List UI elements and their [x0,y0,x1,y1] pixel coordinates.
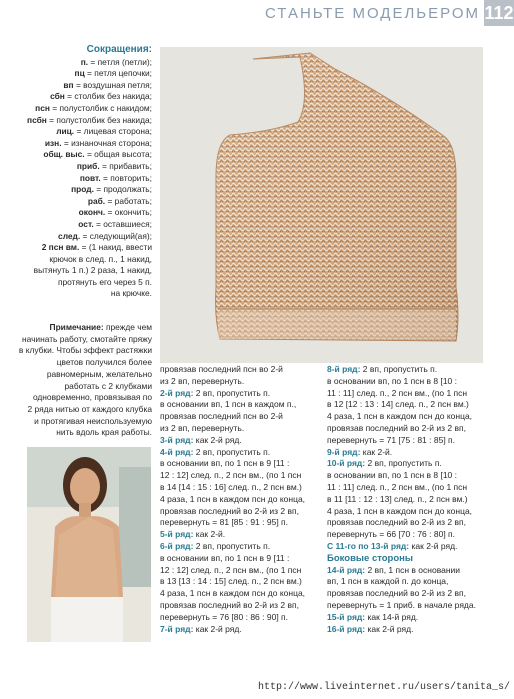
instruction-line [327,600,477,612]
row-text: вп, 1 псн в каждой п. до конца, [327,576,449,587]
abbreviation-line [4,242,152,254]
row-text: 11 : 11] след. п., 2 псн вм., (по 1 псн [327,481,468,492]
row-text: в основании вп, по 1 псн в 8 [10 : [327,375,458,386]
abbreviation-definition: = продолжать; [93,184,152,195]
row-label: 4-й ряд: [160,446,194,457]
row-text: провязав последний во 2-й из 2 вп, [160,599,299,610]
row-text: 2 вп, пропустить п. [365,458,442,469]
note-line: работать с 2 клубками [64,380,152,391]
abbreviation-definition: = следующий(ая); [80,230,152,241]
abbreviation-definition: = повторить; [100,172,152,183]
abbreviation-term: ост. [78,218,94,229]
instruction-line [160,482,320,494]
instruction-line [160,565,320,577]
instruction-line [160,470,320,482]
row-text: перевернуть = 71 [75 : 81 : 85] п. [327,434,456,445]
note-line: и протягивая неиспользуемую [34,415,152,426]
note-line: одновременно, провязывая по [32,392,152,403]
abbreviation-term: повт. [79,172,101,183]
abbreviation-line [4,115,152,127]
abbreviation-line [4,161,152,173]
instruction-line [327,470,477,482]
row-text: провязав последний во 2-й из 2 вп, [160,505,299,516]
instruction-line [160,494,320,506]
instruction-line [327,458,477,470]
instruction-line [327,388,477,400]
instruction-line [327,435,477,447]
note-paragraph [4,322,152,439]
note-label: Примечание: [49,322,104,332]
row-text: как 14-й ряд. [365,611,419,622]
row-text: как 2-й ряд. [365,623,414,634]
row-text: 2 вп, пропустить п. [360,364,438,374]
abbreviation-definition: = столбик без накида; [64,91,152,102]
abbreviation-definition: = (1 накид, ввести [79,242,152,253]
row-text: 12 : 12] след. п., 2 псн вм., (по 1 псн [160,564,302,575]
abbreviation-definition: = окончить; [105,207,152,218]
abbreviation-definition: = работать; [105,195,152,206]
instruction-line [327,506,477,518]
row-text: как 2-й ряд. [193,434,242,445]
row-label: 9-й ряд: [327,446,361,457]
instruction-line [327,494,477,506]
abbreviation-definition: = воздушная петля; [73,79,152,90]
row-text: в 12 [12 : 13 : 14] след. п., 2 псн вм.) [327,399,469,410]
model-photo [27,447,151,642]
row-label: 2-й ряд: [160,387,194,398]
instructions-column-2 [327,364,477,635]
abbreviation-line [4,207,152,219]
row-label: 7-й ряд: [160,623,194,634]
row-text: провязав последний во 2-й из 2 вп, [327,517,466,528]
instruction-line [327,482,477,494]
abbreviation-line [4,126,152,138]
instruction-line [327,517,477,529]
row-text: провязав последний псн во 2-й [160,364,283,374]
row-text: в 14 [14 : 15 : 16] след. п., 2 псн вм.) [160,481,302,492]
abbreviation-term: след. [58,230,81,241]
abbreviation-line [4,57,152,69]
abbreviation-line [4,196,152,208]
instructions-column-1 [160,364,320,635]
instruction-line [160,576,320,588]
abbreviation-term: п. [80,56,89,67]
row-text: провязав последний псн во 2-й [160,411,283,422]
row-label: 16-й ряд: [327,623,366,634]
row-text: перевернуть = 1 приб. в начале ряда. [327,599,476,610]
instruction-line [160,458,320,470]
note-line: начинать работу, смотайте пряжу [21,333,152,344]
instruction-line [327,565,477,577]
row-label: С 11-го по 13-й ряд: [327,540,410,551]
note-line: в клубки. Чтобы эффект растяжки [18,345,152,356]
row-text: 2 вп, пропустить п. [193,387,271,398]
row-text: перевернуть = 66 [70 : 76 : 80] п. [327,529,456,540]
instruction-line [160,517,320,529]
abbreviation-line [4,68,152,80]
row-text: 2 вп, пропустить п. [193,446,271,457]
abbreviation-term: оконч. [78,207,106,218]
page-number: 112 [484,0,514,26]
row-label: 5-й ряд: [160,529,194,540]
abbreviation-term: вп [63,79,74,90]
instruction-line [160,541,320,553]
row-text: 11 : 11] след. п., 2 псн вм., (по 1 псн [327,387,468,398]
instruction-line [160,506,320,518]
abbreviation-term: псн [35,102,50,113]
instruction-line [327,588,477,600]
abbreviation-line [4,231,152,243]
abbreviation-line [4,91,152,103]
instruction-line [160,624,320,636]
instruction-line [160,423,320,435]
abbreviation-definition: протянуть его через 5 п. [57,276,152,287]
row-text: как 2-й. [360,446,393,457]
abbreviation-line [4,254,152,266]
row-label: 8-й ряд: [327,364,361,374]
row-text: в 13 [13 : 14 : 15] след. п., 2 псн вм.) [160,576,302,587]
row-label: 10-й ряд: [327,458,366,469]
instruction-line [327,423,477,435]
abbreviation-definition: = петля цепочки; [84,68,152,79]
instruction-line [160,435,320,447]
note-line: цветов получился более [56,357,152,368]
row-text: перевернуть = 81 [85 : 91 : 95] п. [160,517,289,528]
instruction-line [327,376,477,388]
row-text: провязав последний во 2-й из 2 вп, [327,588,466,599]
abbreviation-term: пц [74,68,85,79]
abbreviation-definition: = прибавить; [99,160,152,171]
row-text: 4 раза, 1 псн в каждом псн до конца, [160,493,306,504]
instruction-line [327,529,477,541]
abbreviations-heading: Сокращения: [86,44,152,55]
row-text: 2 вп, пропустить п. [193,540,271,551]
abbreviation-line [4,138,152,150]
section-subheading: Боковые стороны [327,552,414,564]
row-label: 6-й ряд: [160,540,194,551]
abbreviation-term: приб. [76,160,100,171]
abbreviation-line [4,80,152,92]
abbreviation-definition: = петля (петли); [88,56,152,67]
abbreviation-line [4,219,152,231]
row-label: 14-й ряд: [327,564,366,575]
row-text: перевернуть = 76 [80 : 86 : 90] п. [160,611,289,622]
abbreviation-definition: = изнаночная сторона; [61,137,152,148]
note-line: 2 ряда нитью от каждого клубка [27,403,152,414]
instruction-line [160,399,320,411]
instruction-line [327,624,477,636]
abbreviation-line [4,277,152,289]
row-text: 4 раза, 1 псн в каждом псн до конца, [327,411,473,422]
abbreviation-line [4,173,152,185]
instruction-line [160,612,320,624]
row-label: 3-й ряд: [160,434,194,445]
instruction-line [327,541,477,553]
instruction-line [160,588,320,600]
abbreviation-term: сбн [50,91,65,102]
row-text: из 2 вп, перевернуть. [160,422,245,433]
row-text: как 2-й ряд. [193,623,242,634]
row-text: в основании вп, по 1 псн в 8 [10 : [327,470,458,481]
abbreviation-definition: = полустолбик без накида; [46,114,152,125]
abbreviation-definition: = общая высота; [84,149,152,160]
abbreviation-definition: = лицевая сторона; [74,126,152,137]
instruction-line [327,553,477,565]
page-header [0,0,514,28]
row-text: в основании вп, 1 псн в каждом п., [160,399,297,410]
abbreviation-definition: на крючке. [110,288,152,299]
instruction-line [327,411,477,423]
note-line: равномерным, желательно [46,368,152,379]
instruction-line [160,376,320,388]
row-text: 2 вп, 1 псн в основании [365,564,461,575]
abbreviation-line [4,184,152,196]
instruction-line [160,553,320,565]
abbreviation-line [4,265,152,277]
abbreviation-definition: крючок в след. п., 1 накид, [49,253,152,264]
abbreviation-definition: = оставшиеся; [93,218,152,229]
abbreviation-term: псбн [27,114,47,125]
instruction-line [327,399,477,411]
abbreviation-term: лиц. [56,126,75,137]
row-text: 4 раза, 1 псн в каждом псн до конца, [160,588,306,599]
footer-url: http://www.liveinternet.ru/users/tanita_s/ [258,682,511,693]
instruction-line [160,388,320,400]
row-text: 4 раза, 1 псн в каждом псн до конца, [327,505,473,516]
instruction-line [327,612,477,624]
abbreviation-term: раб. [87,195,106,206]
instruction-line [160,447,320,459]
instruction-line [160,364,320,376]
abbreviation-term: 2 псн вм. [41,242,80,253]
row-text: провязав последний во 2-й из 2 вп, [327,422,466,433]
note-line: нить вдоль края работы. [56,427,152,438]
note-line: прежде чем [105,322,152,332]
abbreviation-line [4,149,152,161]
instruction-line [160,529,320,541]
abbreviation-term: изн. [44,137,62,148]
row-text: как 2-й. [193,529,226,540]
row-text: 12 : 12] след. п., 2 псн вм., (по 1 псн [160,470,302,481]
row-text: в основании вп, по 1 псн в 9 [11 : [160,458,290,469]
abbreviation-term: общ. выс. [43,149,85,160]
row-text: из 2 вп, перевернуть. [160,375,245,386]
instruction-line [160,600,320,612]
abbreviation-term: прод. [71,184,94,195]
row-text: как 2-й ряд. [409,540,458,551]
row-text: в основании вп, по 1 псн в 9 [11 : [160,552,290,563]
abbreviation-line [4,288,152,300]
knitted-top-photo [160,47,483,363]
abbreviation-line [4,103,152,115]
instruction-line [327,576,477,588]
abbreviation-definition: = полустолбик с накидом; [49,102,152,113]
instruction-line [160,411,320,423]
row-text: в 11 [11 : 12 : 13] след. п., 2 псн вм.) [327,493,468,504]
instruction-line [327,364,477,376]
instruction-line [327,447,477,459]
section-title: СТАНЬТЕ МОДЕЛЬЕРОМ [264,5,480,22]
abbreviations-list [4,44,152,300]
abbreviation-definition: вытянуть 1 п.) 2 раза, 1 накид, [33,265,152,276]
row-label: 15-й ряд: [327,611,366,622]
